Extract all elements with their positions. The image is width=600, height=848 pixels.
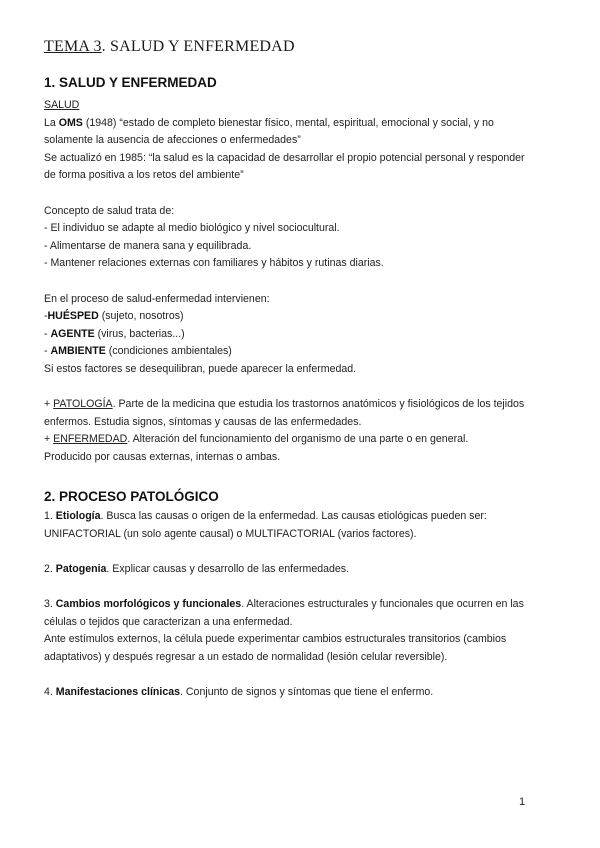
concept-item: - El individuo se adapte al medio biológico y nivel sociocultural. (44, 222, 340, 235)
item-number: 4. (44, 685, 56, 698)
item-bold: Etiología (55, 510, 101, 522)
enfermedad-text-b: Producido por causas externas, internas o ambas. (44, 450, 281, 463)
process-item (44, 684, 564, 702)
factor-rest: (condiciones ambientales) (105, 345, 232, 358)
process-item (44, 561, 564, 579)
item-number: 1. (44, 510, 56, 522)
title-prefix: TEMA 3 (44, 38, 102, 55)
section1-heading: 1. SALUD Y ENFERMEDAD (44, 75, 217, 90)
item-number: 3. (44, 597, 56, 610)
update-text-b: de forma positiva a los retos del ambiente” (44, 169, 244, 182)
item-text: . Alteraciones estructurales y funcionales que ocurren en las (241, 597, 524, 610)
factor-item (44, 326, 564, 344)
section1-subheading: SALUD (44, 99, 80, 111)
concept-intro: Concepto de salud trata de: (44, 204, 175, 217)
update-text-a: Se actualizó en 1985: “la salud es la capacidad de desarrollar el propio potencial personal y responder (44, 151, 525, 164)
item-text-cont: células o tejidos que caracterizan a una enfermedad. (44, 615, 293, 628)
item-bold: Manifestaciones clínicas (55, 685, 181, 698)
item-text: . Explicar causas y desarrollo de las enfermedades. (106, 562, 350, 575)
enfermedad-text-a: . Alteración del funcionamiento del organismo de una parte o en general. (127, 433, 469, 446)
oms-paragraph (44, 115, 564, 133)
patologia-prefix: + (44, 398, 54, 411)
item-text-cont: UNIFACTORIAL (un solo agente causal) o MULTIFACTORIAL (varios factores). (44, 527, 417, 540)
patologia-term: PATOLOGÍA (53, 398, 113, 411)
imbalance-text: Si estos factores se desequilibran, puede aparecer la enfermedad. (44, 362, 357, 375)
page-number: 1 (519, 796, 526, 808)
enfermedad-definition (44, 431, 564, 449)
section1-content (44, 97, 564, 466)
title-rest: . SALUD Y ENFERMEDAD (101, 38, 295, 55)
item-bold: Patogenia (55, 562, 107, 575)
concept-item: - Alimentarse de manera sana y equilibrada. (44, 239, 252, 252)
factor-prefix: - (44, 327, 51, 340)
factor-prefix: - (44, 345, 51, 358)
section2-heading: 2. PROCESO PATOLÓGICO (44, 489, 219, 504)
item-bold: Cambios morfológicos y funcionales (55, 597, 242, 610)
process-intro: En el proceso de salud-enfermedad intervienen: (44, 292, 270, 305)
factor-bold: AGENTE (50, 327, 95, 340)
oms-lead: La (44, 116, 59, 129)
concept-item: - Mantener relaciones externas con familiares y hábitos y rutinas diarias. (44, 257, 384, 270)
process-item (44, 508, 564, 526)
item-text-cont: Ante estímulos externos, la célula puede experimentar cambios estructurales transitorios (cambios (44, 633, 507, 646)
oms-text-b: solamente la ausencia de afecciones o enfermedades” (44, 134, 301, 147)
patologia-text-a: . Parte de la medicina que estudia los trastornos anatómicos y fisiológicos de los tejidos (112, 398, 525, 411)
item-text-cont: adaptativos) y después regresar a un estado de normalidad (lesión celular reversible). (44, 650, 448, 663)
factor-bold: AMBIENTE (50, 345, 106, 358)
patologia-definition (44, 396, 564, 414)
factor-prefix: - (44, 310, 48, 323)
oms-bold: OMS (58, 116, 83, 129)
process-item (44, 596, 564, 614)
factor-rest: (sujeto, nosotros) (98, 310, 184, 323)
factor-rest: (virus, bacterias...) (94, 327, 185, 340)
factor-item (44, 308, 564, 326)
item-number: 2. (44, 562, 56, 575)
page-title (44, 38, 295, 56)
item-text: . Conjunto de signos y síntomas que tiene el enfermo. (180, 685, 434, 698)
oms-text-a: (1948) “estado de completo bienestar físico, mental, espiritual, emocional y social, y no (82, 116, 494, 129)
enfermedad-prefix: + (44, 433, 54, 446)
section2-content (44, 508, 564, 702)
factor-item (44, 343, 564, 361)
enfermedad-term: ENFERMEDAD (53, 433, 128, 446)
factor-bold: HUÉSPED (47, 310, 99, 323)
patologia-text-b: enfermos. Estudia signos, síntomas y causas de las enfermedades. (44, 415, 362, 428)
item-text: . Busca las causas o origen de la enfermedad. Las causas etiológicas pueden ser: (100, 510, 487, 522)
